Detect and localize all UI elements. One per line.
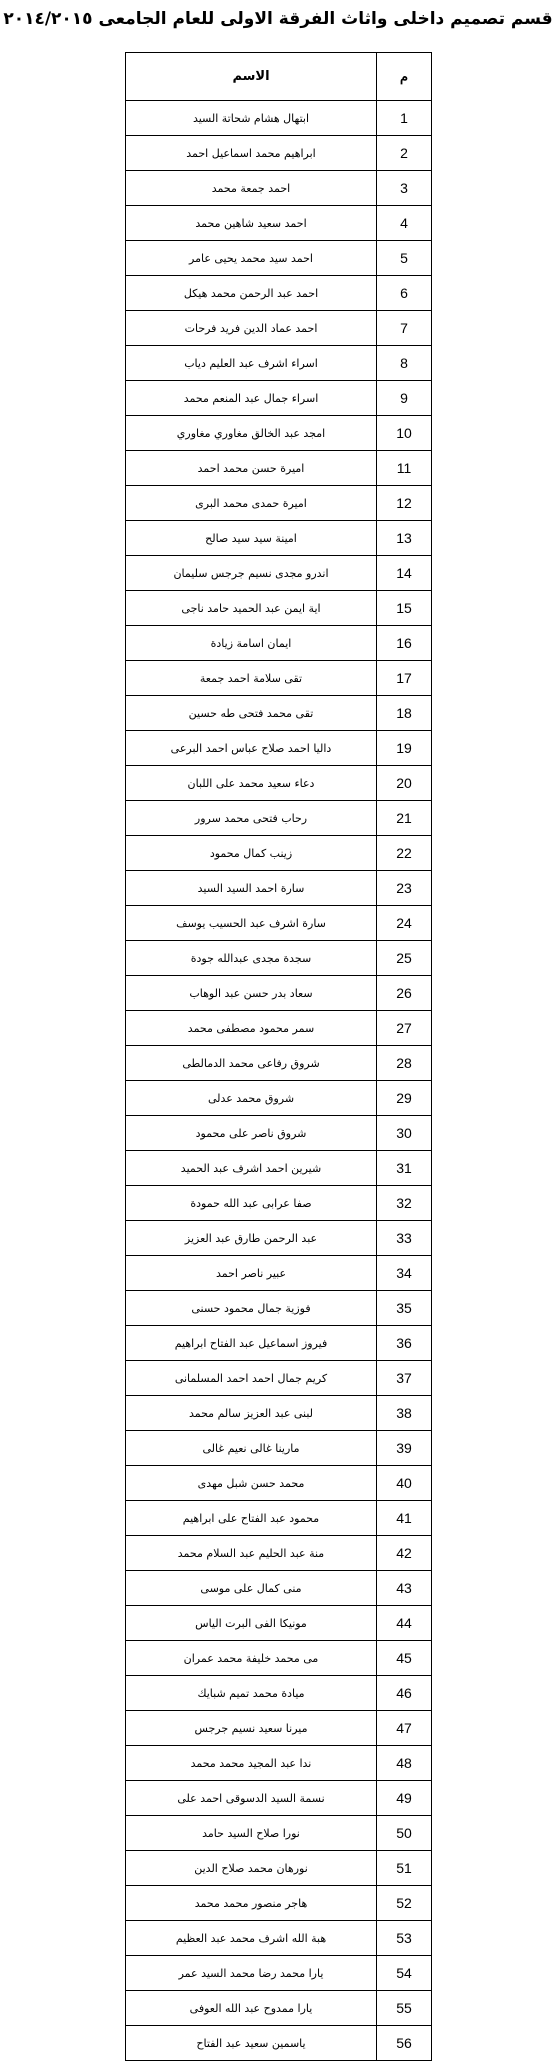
- table-row: [126, 1851, 432, 1886]
- row-number: 20: [377, 766, 432, 801]
- row-number: 8: [377, 346, 432, 381]
- table-row: [126, 976, 432, 1011]
- student-name: لبنى عبد العزيز سالم محمد: [126, 1396, 377, 1431]
- row-number: 48: [377, 1746, 432, 1781]
- table-row: [126, 1991, 432, 2026]
- row-number: 34: [377, 1256, 432, 1291]
- student-name: ميرنا سعيد نسيم جرجس: [126, 1711, 377, 1746]
- row-number: 14: [377, 556, 432, 591]
- row-number: 51: [377, 1851, 432, 1886]
- row-number: 25: [377, 941, 432, 976]
- student-name: فوزية جمال محمود حسنى: [126, 1291, 377, 1326]
- student-name: مونيكا الفى البرت الياس: [126, 1606, 377, 1641]
- header-name: الاسم: [126, 53, 377, 101]
- student-name: اسراء جمال عبد المنعم محمد: [126, 381, 377, 416]
- student-name: كريم جمال احمد احمد المسلمانى: [126, 1361, 377, 1396]
- table-row: [126, 1116, 432, 1151]
- table-row: [126, 1011, 432, 1046]
- student-name: نورهان محمد صلاح الدين: [126, 1851, 377, 1886]
- row-number: 44: [377, 1606, 432, 1641]
- table-row: [126, 1326, 432, 1361]
- table-row: [126, 766, 432, 801]
- table-row: [126, 451, 432, 486]
- row-number: 22: [377, 836, 432, 871]
- row-number: 12: [377, 486, 432, 521]
- student-name: ياسمين سعيد عبد الفتاح: [126, 2026, 377, 2061]
- row-number: 16: [377, 626, 432, 661]
- row-number: 45: [377, 1641, 432, 1676]
- student-name: ابراهيم محمد اسماعيل احمد: [126, 136, 377, 171]
- header-number: م: [377, 53, 432, 101]
- table-row: [126, 941, 432, 976]
- row-number: 49: [377, 1781, 432, 1816]
- table-row: [126, 801, 432, 836]
- student-name: عبد الرحمن طارق عبد العزيز: [126, 1221, 377, 1256]
- table-header: [126, 53, 432, 101]
- row-number: 6: [377, 276, 432, 311]
- student-name: دعاء سعيد محمد على اللبان: [126, 766, 377, 801]
- student-name: سعاد بدر حسن عبد الوهاب: [126, 976, 377, 1011]
- student-name: مارينا غالى نعيم غالى: [126, 1431, 377, 1466]
- table-row: [126, 1291, 432, 1326]
- table-row: [126, 1361, 432, 1396]
- row-number: 2: [377, 136, 432, 171]
- table-row: [126, 556, 432, 591]
- table-row: [126, 591, 432, 626]
- row-number: 21: [377, 801, 432, 836]
- row-number: 27: [377, 1011, 432, 1046]
- student-name: اندرو مجدى نسيم جرجس سليمان: [126, 556, 377, 591]
- row-number: 43: [377, 1571, 432, 1606]
- table-row: [126, 1711, 432, 1746]
- table-row: [126, 1081, 432, 1116]
- table-row: [126, 311, 432, 346]
- student-name: ايمان اسامة زيادة: [126, 626, 377, 661]
- row-number: 42: [377, 1536, 432, 1571]
- row-number: 31: [377, 1151, 432, 1186]
- row-number: 54: [377, 1956, 432, 1991]
- student-name: سارة احمد السيد السيد: [126, 871, 377, 906]
- table-row: [126, 171, 432, 206]
- row-number: 41: [377, 1501, 432, 1536]
- table-row: [126, 1571, 432, 1606]
- table-row: [126, 731, 432, 766]
- student-name: نسمة السيد الدسوقى احمد على: [126, 1781, 377, 1816]
- table-row: [126, 206, 432, 241]
- student-name: عبير ناصر احمد: [126, 1256, 377, 1291]
- table-row: [126, 381, 432, 416]
- row-number: 47: [377, 1711, 432, 1746]
- student-name: اية ايمن عبد الحميد حامد ناجى: [126, 591, 377, 626]
- table-row: [126, 241, 432, 276]
- row-number: 9: [377, 381, 432, 416]
- table-row: [126, 1816, 432, 1851]
- table-row: [126, 836, 432, 871]
- table-row: [126, 871, 432, 906]
- row-number: 3: [377, 171, 432, 206]
- student-name: اميرة حمدى محمد البرى: [126, 486, 377, 521]
- row-number: 38: [377, 1396, 432, 1431]
- row-number: 55: [377, 1991, 432, 2026]
- row-number: 17: [377, 661, 432, 696]
- table-row: [126, 1396, 432, 1431]
- table-row: [126, 1221, 432, 1256]
- row-number: 50: [377, 1816, 432, 1851]
- row-number: 33: [377, 1221, 432, 1256]
- row-number: 18: [377, 696, 432, 731]
- student-name: نورا صلاح السيد حامد: [126, 1816, 377, 1851]
- student-name: محمد حسن شبل مهدى: [126, 1466, 377, 1501]
- table-row: [126, 1641, 432, 1676]
- student-name: هاجر منصور محمد محمد: [126, 1886, 377, 1921]
- table-row: [126, 521, 432, 556]
- table-row: [126, 416, 432, 451]
- student-name: هبة الله اشرف محمد عبد العظيم: [126, 1921, 377, 1956]
- row-number: 40: [377, 1466, 432, 1501]
- row-number: 24: [377, 906, 432, 941]
- student-name: سارة اشرف عبد الحسيب يوسف: [126, 906, 377, 941]
- row-number: 32: [377, 1186, 432, 1221]
- row-number: 39: [377, 1431, 432, 1466]
- row-number: 53: [377, 1921, 432, 1956]
- row-number: 19: [377, 731, 432, 766]
- row-number: 13: [377, 521, 432, 556]
- student-name: تقى محمد فتحى طه حسين: [126, 696, 377, 731]
- student-name: تقى سلامة احمد جمعة: [126, 661, 377, 696]
- student-name: رحاب فتحى محمد سرور: [126, 801, 377, 836]
- student-roster-table: [125, 52, 432, 2061]
- row-number: 26: [377, 976, 432, 1011]
- student-name: يارا ممدوح عبد الله العوفى: [126, 1991, 377, 2026]
- student-name: شيرين احمد اشرف عبد الحميد: [126, 1151, 377, 1186]
- student-name: يارا محمد رضا محمد السيد عمر: [126, 1956, 377, 1991]
- student-name: امينة سيد سيد صالح: [126, 521, 377, 556]
- table-row: [126, 136, 432, 171]
- table-row: [126, 1151, 432, 1186]
- table-row: [126, 906, 432, 941]
- student-name: اسراء اشرف عبد العليم دياب: [126, 346, 377, 381]
- table-row: [126, 346, 432, 381]
- student-name: داليا احمد صلاح عباس احمد البرعى: [126, 731, 377, 766]
- row-number: 28: [377, 1046, 432, 1081]
- student-name: احمد عماد الدين فريد فرحات: [126, 311, 377, 346]
- table-row: [126, 486, 432, 521]
- student-name: امجد عبد الخالق مغاوري مغاوري: [126, 416, 377, 451]
- row-number: 52: [377, 1886, 432, 1921]
- student-name: منى كمال على موسى: [126, 1571, 377, 1606]
- table-row: [126, 1606, 432, 1641]
- row-number: 10: [377, 416, 432, 451]
- header-row: [126, 53, 432, 101]
- row-number: 37: [377, 1361, 432, 1396]
- table-row: [126, 1046, 432, 1081]
- student-name: احمد سعيد شاهين محمد: [126, 206, 377, 241]
- row-number: 1: [377, 101, 432, 136]
- row-number: 23: [377, 871, 432, 906]
- table-row: [126, 1886, 432, 1921]
- table-row: [126, 1501, 432, 1536]
- table-row: [126, 696, 432, 731]
- table-row: [126, 1431, 432, 1466]
- row-number: 11: [377, 451, 432, 486]
- row-number: 4: [377, 206, 432, 241]
- student-name: اميرة حسن محمد احمد: [126, 451, 377, 486]
- student-name: سمر محمود مصطفى محمد: [126, 1011, 377, 1046]
- table-row: [126, 626, 432, 661]
- student-name: احمد جمعة محمد: [126, 171, 377, 206]
- row-number: 30: [377, 1116, 432, 1151]
- student-name: احمد عبد الرحمن محمد هيكل: [126, 276, 377, 311]
- student-name: محمود عبد الفتاح على ابراهيم: [126, 1501, 377, 1536]
- table-row: [126, 1781, 432, 1816]
- row-number: 15: [377, 591, 432, 626]
- page-title: قسم تصميم داخلى واثاث الفرقة الاولى للعام الجامعى ٢٠١٤/٢٠١٥: [3, 9, 553, 29]
- row-number: 7: [377, 311, 432, 346]
- row-number: 36: [377, 1326, 432, 1361]
- student-name: صفا عرابى عبد الله حمودة: [126, 1186, 377, 1221]
- student-name: احمد سيد محمد يحيى عامر: [126, 241, 377, 276]
- student-name: شروق محمد عدلى: [126, 1081, 377, 1116]
- table-row: [126, 101, 432, 136]
- student-name: مى محمد خليفة محمد عمران: [126, 1641, 377, 1676]
- student-name: شروق ناصر على محمود: [126, 1116, 377, 1151]
- table-row: [126, 1956, 432, 1991]
- table-row: [126, 1676, 432, 1711]
- student-name: ميادة محمد تميم شبايك: [126, 1676, 377, 1711]
- table-row: [126, 1746, 432, 1781]
- table-row: [126, 1186, 432, 1221]
- student-name: فيروز اسماعيل عبد الفتاح ابراهيم: [126, 1326, 377, 1361]
- student-name: زينب كمال محمود: [126, 836, 377, 871]
- row-number: 29: [377, 1081, 432, 1116]
- student-name: شروق رفاعى محمد الدمالطى: [126, 1046, 377, 1081]
- row-number: 46: [377, 1676, 432, 1711]
- row-number: 56: [377, 2026, 432, 2061]
- student-name: ندا عبد المجيد محمد محمد: [126, 1746, 377, 1781]
- student-name: منة عبد الحليم عبد السلام محمد: [126, 1536, 377, 1571]
- table-row: [126, 2026, 432, 2061]
- row-number: 5: [377, 241, 432, 276]
- table-row: [126, 276, 432, 311]
- table-row: [126, 1921, 432, 1956]
- student-name: سجدة مجدى عبدالله جودة: [126, 941, 377, 976]
- student-name: ابتهال هشام شحاتة السيد: [126, 101, 377, 136]
- table-row: [126, 1256, 432, 1291]
- table-body: [126, 101, 432, 2061]
- table-row: [126, 1536, 432, 1571]
- table-row: [126, 1466, 432, 1501]
- row-number: 35: [377, 1291, 432, 1326]
- table-row: [126, 661, 432, 696]
